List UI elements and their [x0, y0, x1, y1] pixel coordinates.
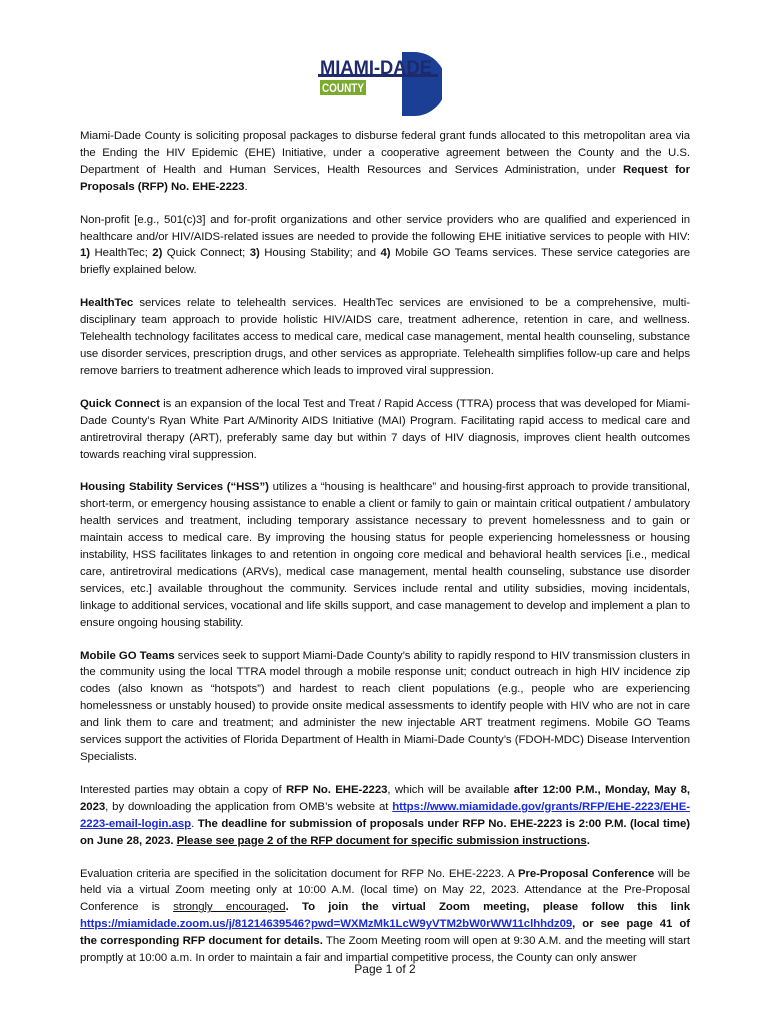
housing-stability-paragraph: Housing Stability Services (“HSS”) utilizes a “housing is healthcare” and housing-first approach to provide transitional, short-term, or emergency housing assistance to enable a client or family to gain or maintain critical outpatient / ambulatory health services and treatment, including temporary assistance necessary to prevent homelessness and to gain or maintain access to medical care. By improving the housing status for people experiencing homelessness or housing instability, HSS facilitates linkages to and retention in ongoing core medical and behavioral health services [i.e., medical care, antiretroviral medications (ARVs), medical case management, mental health counseling, substance use disorder services, etc.] available throughout the community. Services include rental and utility subsidies, moving incidentals, linkage to additional services, vocational and life skills support, and case management to develop and implement a plan to ensure ongoing housing stability. — [80, 481, 690, 629]
evaluation-paragraph: Evaluation criteria are specified in the solicitation document for RFP No. EHE-2223. A Pre-Proposal Conference will be held via a virtual Zoom meeting only at 10:00 A.M. (local time) on May 22, 2023. Attendance at the Pre-Proposal Conference is strongly encouraged. To join the virtual Zoom meeting, please follow this link https://miamidade.zoom.us/j/81214639546?pwd=WXMzMk1LcW9yVTM2bW0rWW11clhhdz09, or see page 41 of the corresponding RFP document for details. The Zoom Meeting room will open at 9:30 A.M. and the meeting will start promptly at 10:00 a.m. In order to maintain a fair and impartial competitive process, the County can only answer — [80, 867, 691, 965]
logo-text-miami-dade: MIAMI-DADE — [320, 58, 432, 79]
intro-paragraph: Miami-Dade County is soliciting proposal packages to disburse federal grant funds allocated to this metropolitan area via the Ending the HIV Epidemic (EHE) Initiative, under a cooperative agreement between the County and the U.S. Department of Health and Human Services, Health Resources and Services Administration, under Request for Proposals (RFP) No. EHE-2223. — [80, 130, 690, 193]
healthtec-paragraph: HealthTec services relate to telehealth services. HealthTec services are envisioned to be a comprehensive, multi-disciplinary team approach to provide holistic HIV/AIDS care, treatment adherence, retention in care, and wellness. Telehealth technology facilitates access to medical care, medical case management, mental health counseling, substance use disorder services, prescription drugs, and other services as appropriate. Telehealth simplifies follow-up care and helps remove barriers to treatment adherence which leads to improved viral suppression. — [80, 297, 690, 377]
rfp-availability-paragraph: Interested parties may obtain a copy of RFP No. EHE-2223, which will be available after 12:00 P.M., Monday, May 8, 2023, by downloading the application from OMB’s website at https://www.miamidade.gov/grants/RFP/EHE-2223/EHE-2223-email-login.asp. The deadline for submission of proposals under RFP No. EHE-2223 is 2:00 P.M. (local time) on June 28, 2023. Please see page 2 of the RFP document for specific submission instructions. — [80, 783, 691, 847]
mobile-go-teams-paragraph: Mobile GO Teams services seek to support Miami-Dade County’s ability to rapidly respond to HIV transmission clusters in the community using the local TTRA model through a mobile response unit; conduct outreach in high HIV incidence zip codes (also known as “hotspots”) and hardest to reach client populations (e.g., people who are experiencing homelessness or unstably housed) to provide onsite medical assessments to identify people with HIV who are not in care and link them to care and treatment; and administer the new injectable ART treatment regimens. Mobile GO Teams services support the activities of Florida Department of Health in Miami-Dade County’s (FDOH-MDC) Disease Intervention Specialists. — [80, 649, 690, 763]
letter-body — [80, 128, 690, 983]
eligibility-paragraph: Non-profit [e.g., 501(c)3] and for-profit organizations and other service providers who are qualified and experienced in healthcare and/or HIV/AIDS-related issues are needed to provide the following EHE initiative services to people with HIV: 1) HealthTec; 2) Quick Connect; 3) Housing Stability; and 4) Mobile GO Teams services. These service categories are briefly explained below. — [80, 213, 690, 277]
quick-connect-paragraph: Quick Connect is an expansion of the local Test and Treat / Rapid Access (TTRA) process that was developed for Miami-Dade County’s Ryan White Part A/Minority AIDS Initiative (MAI) Program. Facilitating rapid access to medical care and antiretroviral therapy (ART), preferably same day but within 7 days of HIV diagnosis, improves client health outcomes towards reaching viral suppression. — [80, 397, 691, 461]
rfp-download-link[interactable]: https://www.miamidade.gov/grants/RFP/EHE-2223/EHE-2223-email-login.asp — [80, 800, 690, 830]
logo-text-county: COUNTY — [322, 81, 364, 95]
page-number: Page 1 of 2 — [354, 962, 416, 976]
miami-dade-county-logo — [318, 52, 442, 116]
zoom-meeting-link[interactable]: https://miamidade.zoom.us/j/81214639546?pwd=WXMzMk1LcW9yVTM2bW0rWW11clhhdz09 — [80, 918, 573, 931]
